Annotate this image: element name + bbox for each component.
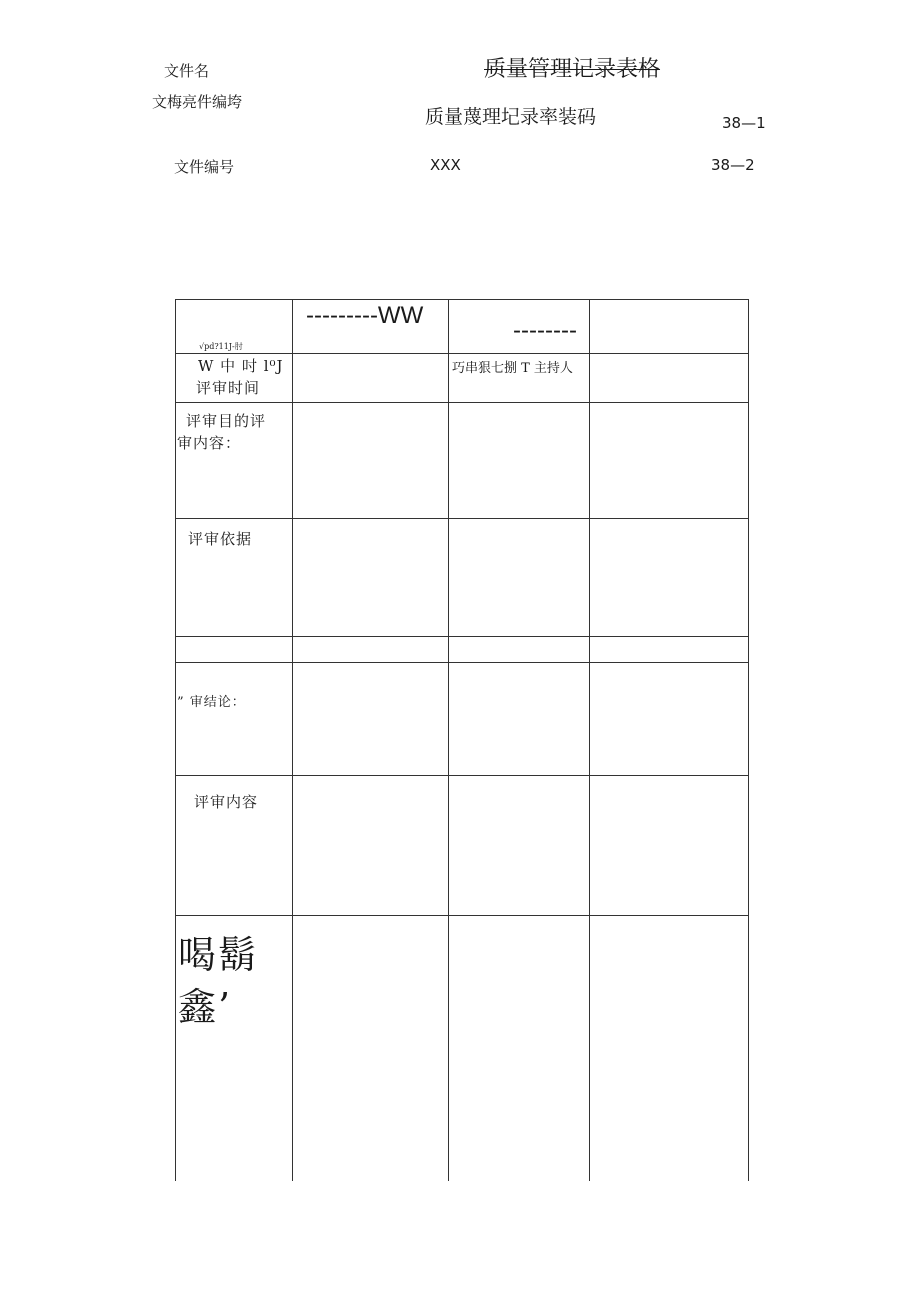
file-form-label: 文梅亮件编垮 xyxy=(152,93,243,111)
row-divider xyxy=(175,636,749,637)
table-border-left xyxy=(175,299,176,1181)
row-divider xyxy=(175,353,749,354)
row1-label: √pd?11J-肘 xyxy=(199,342,243,351)
row1-col3-text: -------- xyxy=(513,317,577,344)
row-divider xyxy=(175,775,749,776)
file-number-label: 文件编号 xyxy=(174,158,235,176)
form-code-2: 38—2 xyxy=(711,156,755,174)
review-record-table xyxy=(175,299,749,1181)
review-time-label-top: W 中 吋 l⁰J xyxy=(198,357,284,375)
column-divider xyxy=(292,299,293,1181)
row-divider xyxy=(175,915,749,916)
review-purpose-label: 评审目的评 xyxy=(186,412,267,430)
review-content-label-2: 评审内容 xyxy=(194,793,259,811)
table-border-right xyxy=(748,299,749,1181)
row-divider xyxy=(175,402,749,403)
row8-label-line1: 喝鬍 xyxy=(178,933,259,977)
review-conclusion-label: ” 审结论： xyxy=(177,695,246,710)
review-basis-label: 评审依据 xyxy=(188,530,253,548)
review-time-label: 评审时间 xyxy=(196,379,261,397)
row-divider xyxy=(175,518,749,519)
file-number-value: XXX xyxy=(430,156,461,174)
review-host-label: 巧串狠七捌 T 主持人 xyxy=(452,361,573,376)
review-content-label: 审内容： xyxy=(177,434,242,452)
file-name-label: 文件名 xyxy=(164,62,210,80)
row8-label-line2: 鑫’ xyxy=(178,985,233,1029)
row1-col2-text: ---------WW xyxy=(306,302,424,329)
table-border-top xyxy=(175,299,749,300)
form-code-1: 38—1 xyxy=(722,114,766,132)
row-divider xyxy=(175,662,749,663)
column-divider xyxy=(589,299,590,1181)
column-divider xyxy=(448,299,449,1181)
form-title: 质量管理记录表格 xyxy=(484,57,661,82)
form-subtitle: 质量蔑理圮录率装码 xyxy=(425,106,597,128)
